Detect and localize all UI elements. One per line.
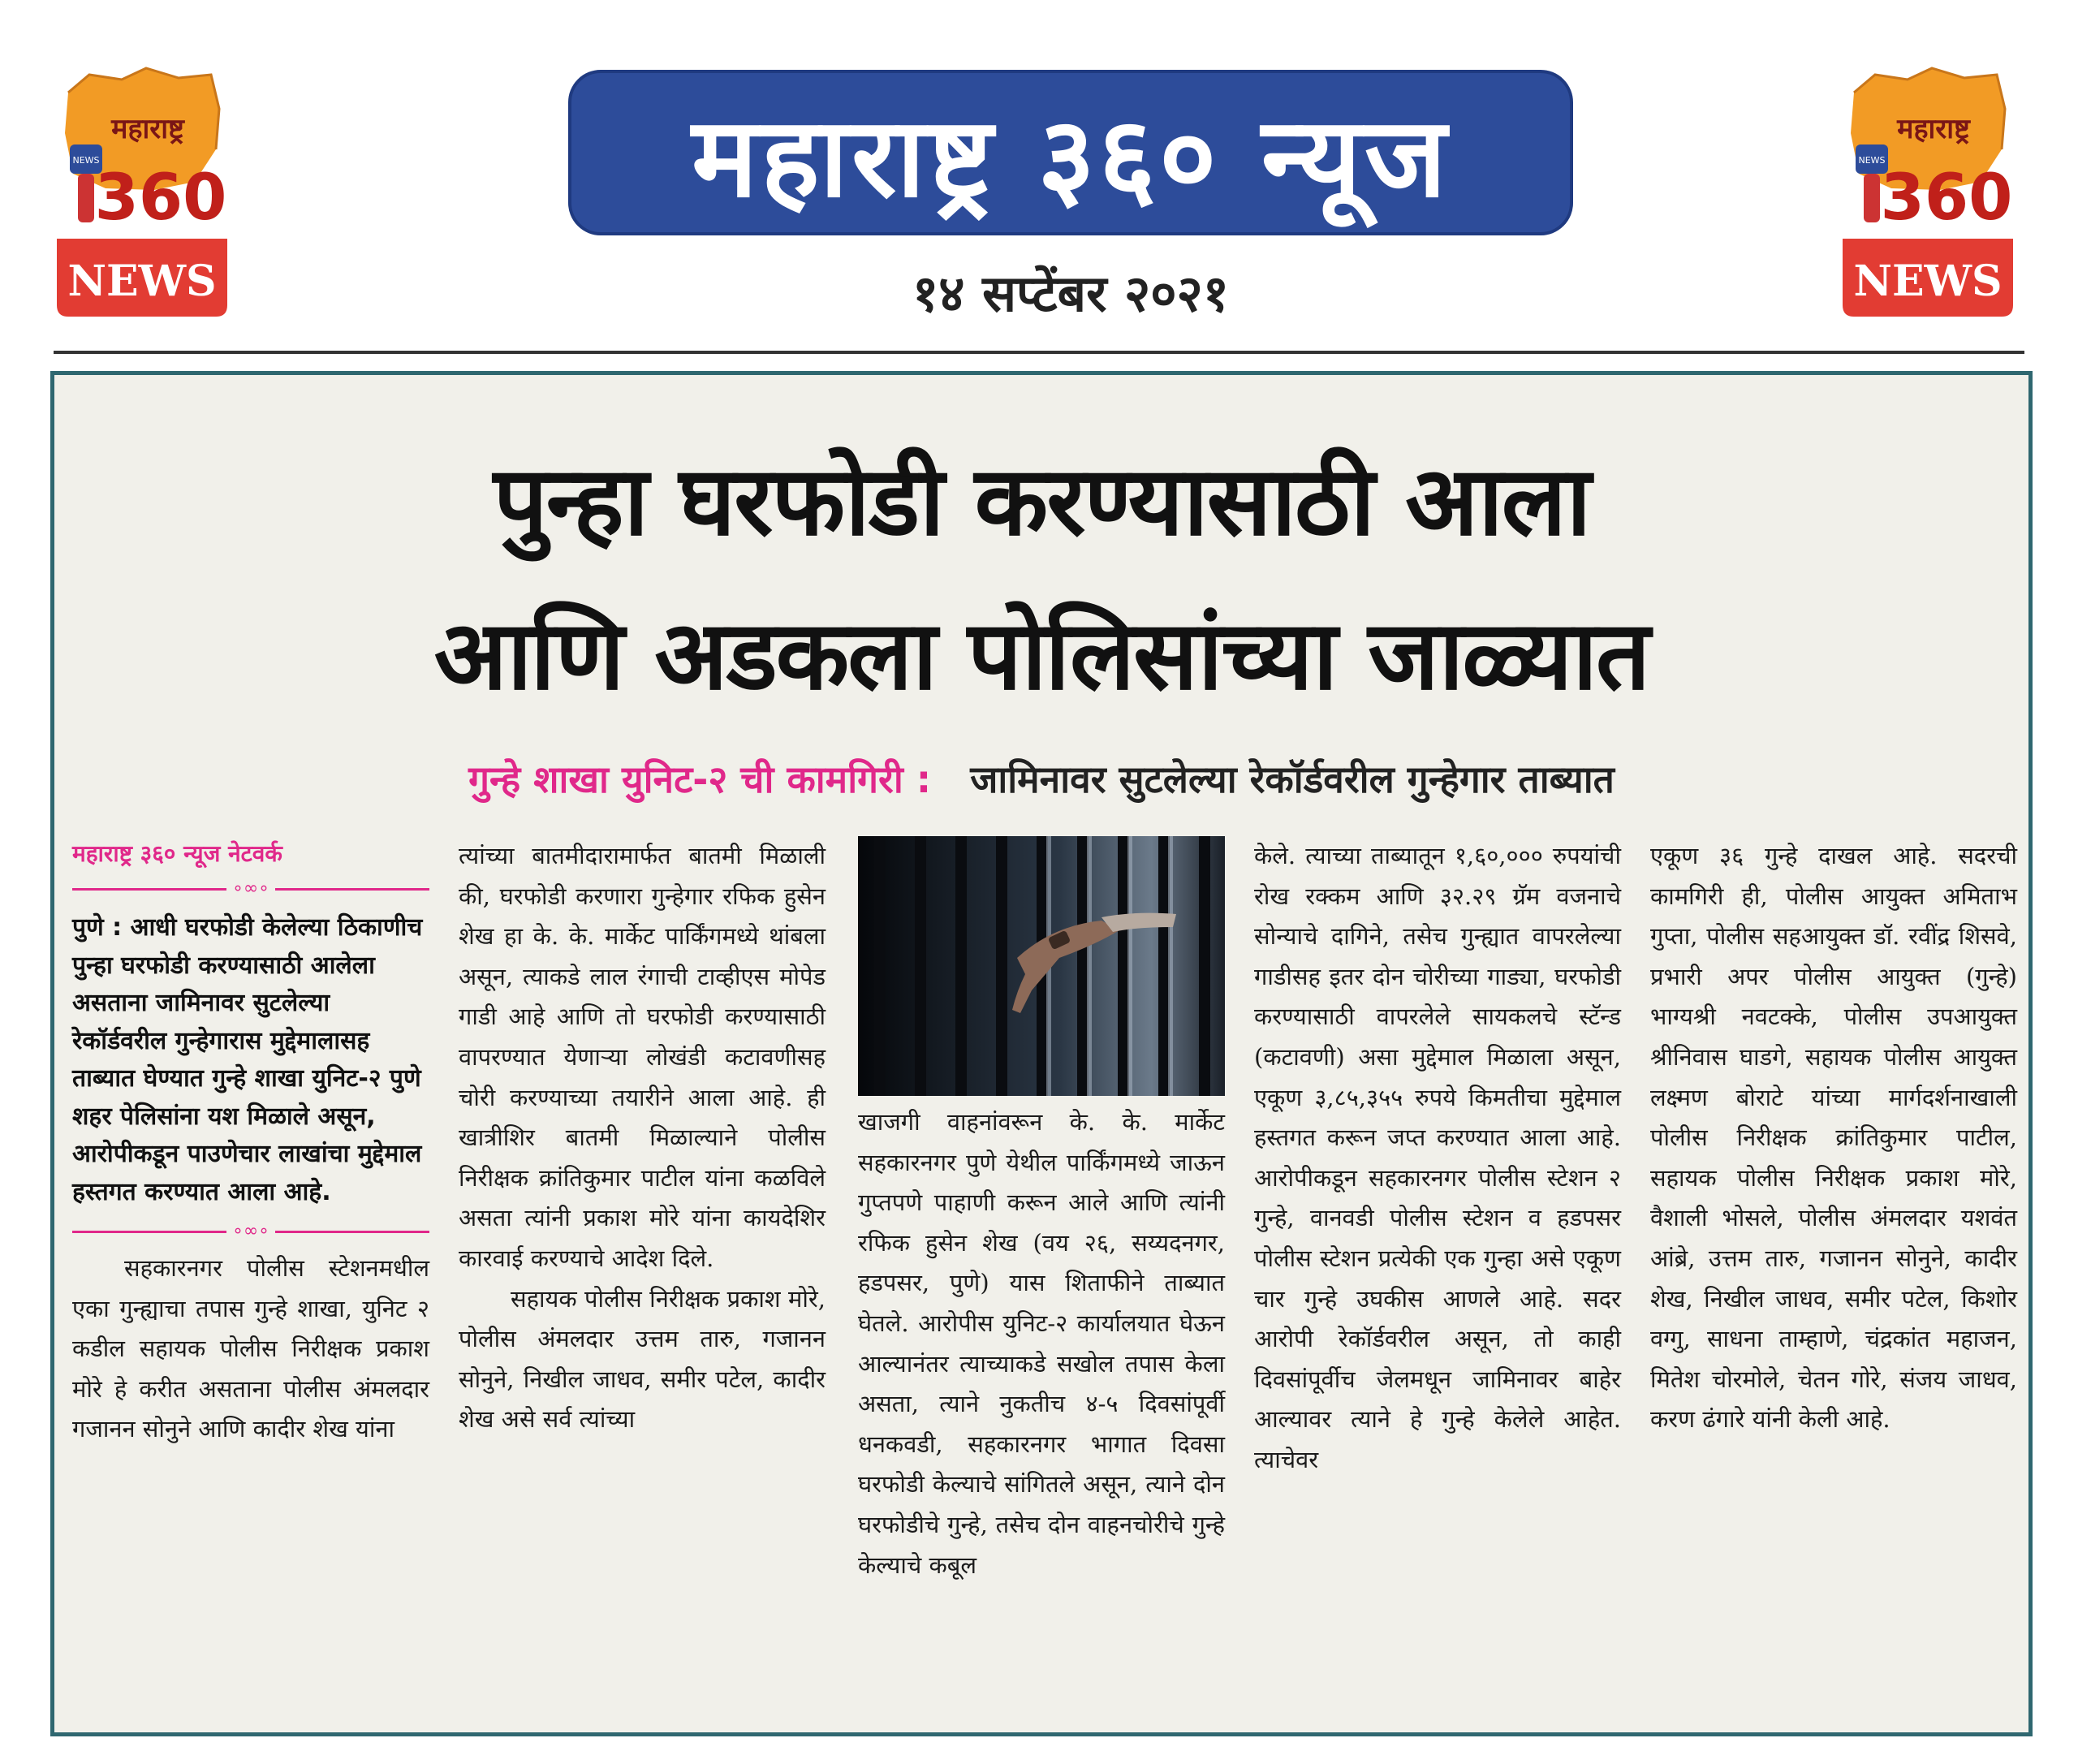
- svg-text:360: 360: [1880, 162, 2013, 235]
- svg-text:महाराष्ट्र: महाराष्ट्र: [1897, 113, 1970, 145]
- body-paragraph: सहायक पोलीस निरीक्षक प्रकाश मोरे, पोलीस अंमलदार उत्तम तारु, गजानन सोनुने, निखील जाधव, समीर पटेल, कादीर शेख असे सर्व त्यांच्या: [459, 1284, 826, 1434]
- publication-date: १४ सप्टेंबर २०२१: [912, 264, 1229, 323]
- body-paragraph: केले. त्याच्या ताब्यातून १,६०,००० रुपयांची रोख रक्कम आणि ३२.२९ ग्रॅम वजनाचे सोन्याचे दागिने, तसेच गुन्ह्यात वापरलेल्या गाडीसह इतर दोन चोरीच्या गाड्या, घरफोडी करण्यासाठी वापरलेले सायकलचे स्टॅन्ड (कटावणी) असा मुद्देमाल मिळाला असून, एकूण ३,८५,३५५ रुपये किमतीचा मुद्देमाल हस्तगत करून जप्त करण्यात आला आहे. आरोपीकडून सहकारनगर पोलीस स्टेशन २ गुन्हे, वानवडी पोलीस स्टेशन व हडपसर पोलीस स्टेशन प्रत्येकी एक गुन्हा असे एकूण चार गुन्हे उघकीस आणले आहे. सदर आरोपी रेकॉर्डवरील असून, तो काही दिवसांपूर्वीच जेलमधून जामिनावर बाहेर आल्यावर त्याने हे गुन्हे केलेले आहेत. त्याचेवर: [1254, 842, 1621, 1473]
- body-paragraph: सहकारनगर पोलीस स्टेशनमधील एका गुन्ह्याचा तपास गुन्हे शाखा, युनिट २ कडील सहायक पोलीस निरीक्षक प्रकाश मोरे हे करीत असताना पोलीस अंमलदार गजानन सोनुने आणि कादीर शेख यांना: [72, 1254, 429, 1443]
- article-panel: [50, 371, 2033, 1736]
- jail-bars-icon: [858, 836, 1225, 1096]
- masthead-title-box: [568, 70, 1573, 235]
- ornament-icon: ∘∞∘: [226, 878, 275, 899]
- column-3: [858, 1102, 1225, 1585]
- ornament-icon: ∘∞∘: [226, 1221, 275, 1242]
- svg-text:NEWS: NEWS: [67, 257, 217, 306]
- svg-text:महाराष्ट्र: महाराष्ट्र: [111, 113, 184, 145]
- maharashtra-360-logo-icon: [57, 60, 227, 317]
- subheadline: [54, 753, 2028, 804]
- column-1: [72, 836, 429, 1450]
- masthead-rule: [54, 351, 2024, 354]
- svg-text:360: 360: [94, 162, 227, 235]
- svg-text:NEWS: NEWS: [1853, 257, 2003, 306]
- subhead-text: जामिनावर सुटलेल्या रेकॉर्डवरील गुन्हेगार ताब्यात: [970, 757, 1615, 801]
- lead-paragraph: पुणे : आधी घरफोडी केलेल्या ठिकाणीच पुन्हा घरफोडी करण्यासाठी आलेला असताना जामिनावर सुटलेल्या रेकॉर्डवरील गुन्हेगारास मुद्देमालासह ताब्यात घेण्यात गुन्हे शाखा युनिट-२ पुणे शहर पेलिसांना यश मिळाले असून, आरोपीकडून पाउणेचार लाखांचा मुद्देमाल हस्तगत करण्यात आला आहे.: [72, 913, 423, 1206]
- subhead-unit-label: गुन्हे शाखा युनिट-२ ची कामगिरी :: [468, 757, 932, 801]
- divider-top: [72, 877, 429, 901]
- headline-line-2: आणि अडकला पोलिसांच्या जाळ्यात: [433, 599, 1649, 711]
- masthead-title: महाराष्ट्र ३६० न्यूज: [692, 93, 1450, 222]
- maharashtra-360-logo-icon: [1843, 60, 2013, 317]
- body-paragraph: एकूण ३६ गुन्हे दाखल आहे. सदरची कामगिरी ही, पोलीस आयुक्त अमिताभ गुप्ता, पोलीस सहआयुक्त डॉ. रवींद्र शिसवे, प्रभारी अपर पोलीस आयुक्त (गुन्हे) भाग्यश्री नवटक्के, पोलीस उपआयुक्त श्रीनिवास घाडगे, सहायक पोलीस आयुक्त लक्ष्मण बोराटे यांच्या मार्गदर्शनाखाली पोलीस निरीक्षक क्रांतिकुमार पाटील, सहायक पोलीस निरीक्षक प्रकाश मोरे, वैशाली भोसले, पोलीस अंमलदार यशवंत आंब्रे, उत्तम तारु, गजानन सोनुने, कादीर शेख, निखील जाधव, समीर पटेल, किशोर वग्गु, साधना ताम्हाणे, चंद्रकांत महाजन, मितेश चोरमोले, चेतन गोरे, संजय जाधव, करण ढंगारे यांनी केली आहे.: [1650, 842, 2017, 1434]
- divider-bottom: [72, 1219, 429, 1244]
- body-paragraph: त्यांच्या बातमीदारामार्फत बातमी मिळाली की, घरफोडी करणारा गुन्हेगार रफिक हुसेन शेख हा के. के. मार्केट पार्किंगमध्ये थांबला असून, त्याकडे लाल रंगाची टाव्हीएस मोपेड गाडी आहे आणि तो घरफोडी करण्यासाठी वापरण्यात येणाऱ्या लोखंडी कटावणीसह चोरी करण्याच्या तयारीने आला आहे. ही खात्रीशिर बातमी मिळाल्याने पोलीस निरीक्षक क्रांतिकुमार पाटील यांना कळविले असता त्यांनी प्रकाश मोरे यांना कायदेशिर कारवाई करण्याचे आदेश दिले.: [459, 842, 826, 1272]
- byline: महाराष्ट्र ३६० न्यूज नेटवर्क: [72, 840, 282, 867]
- svg-text:NEWS: NEWS: [72, 155, 100, 166]
- column-4: [1254, 836, 1621, 1481]
- channel-logo-right: [1843, 60, 2013, 317]
- body-paragraph: खाजगी वाहनांवरून के. के. मार्केट सहकारनगर पुणे येथील पार्किंगमध्ये जाऊन गुप्तपणे पाहाणी करून आले आणि त्यांनी रफिक हुसेन शेख (वय २६, सय्यदनगर, हडपसर, पुणे) यास शिताफीने ताब्यात घेतले. आरोपीस युनिट-२ कार्यालयात घेऊन आल्यानंतर त्याच्याकडे सखोल तपास केला असता, त्याने नुकतीच ४-५ दिवसांपूर्वी धनकवडी, सहकारनगर भागात दिवसा घरफोडी केल्याचे सांगितले असून, त्याने दोन घरफोडीचे गुन्हे, तसेच दोन वाहनचोरीचे गुन्हे केल्याचे कबूल: [858, 1108, 1225, 1579]
- headline-line-1: पुन्हा घरफोडी करण्यासाठी आला: [493, 445, 1590, 557]
- column-5: [1650, 836, 2017, 1440]
- column-2: [459, 836, 826, 1440]
- channel-logo-left: [57, 60, 227, 317]
- svg-text:NEWS: NEWS: [1858, 155, 1886, 166]
- article-photo-jail-bars: [858, 836, 1225, 1096]
